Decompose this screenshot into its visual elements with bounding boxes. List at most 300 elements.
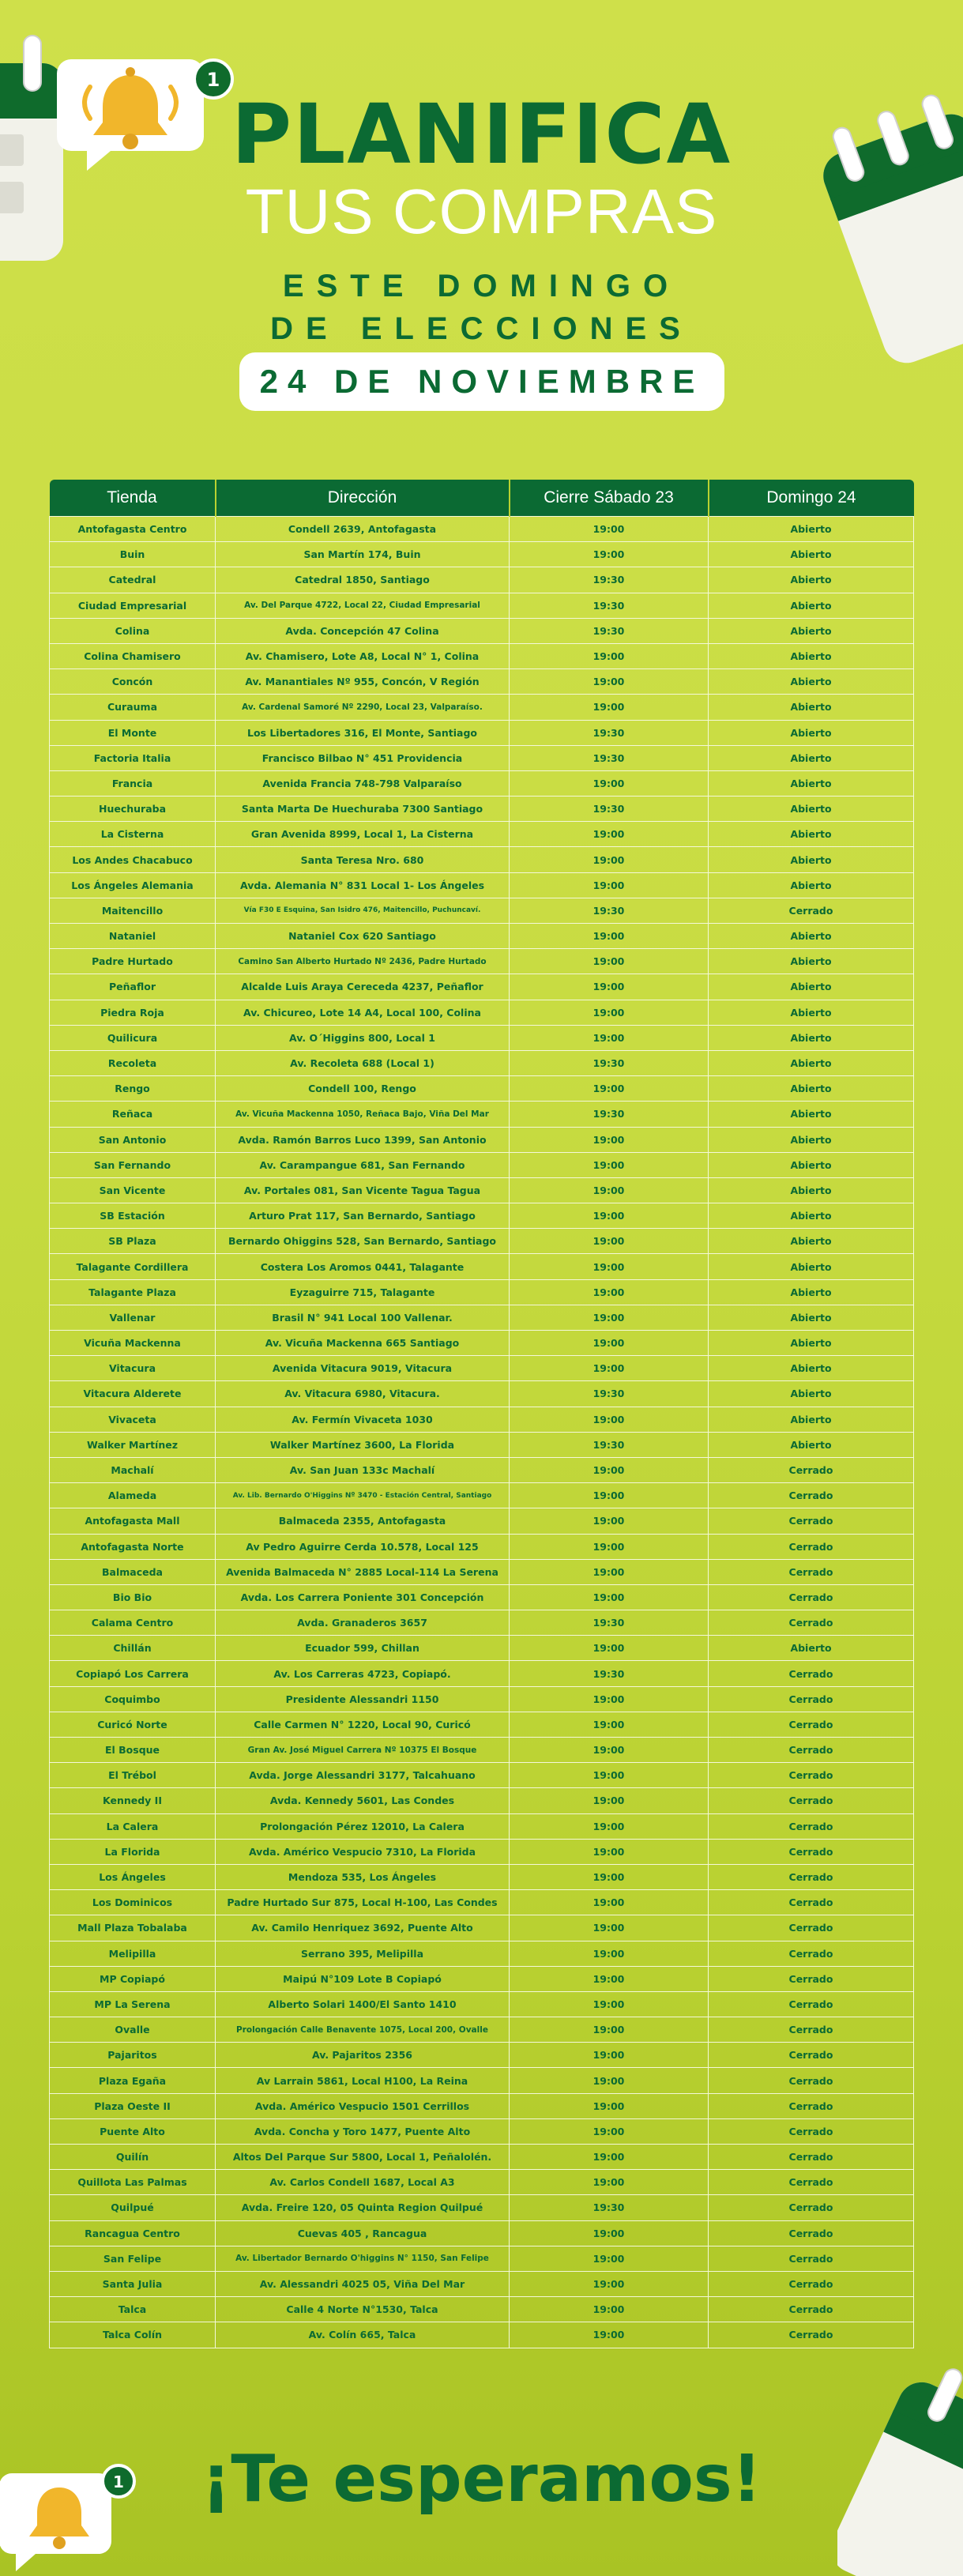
table-row bbox=[50, 1559, 914, 1584]
sunday-status-cell: Cerrado bbox=[709, 1763, 914, 1788]
table-row bbox=[50, 2246, 914, 2271]
address-cell: Maipú N°109 Lote B Copiapó bbox=[216, 1966, 510, 1991]
table-row bbox=[50, 872, 914, 898]
address-cell: Av. Portales 081, San Vicente Tagua Tagua bbox=[216, 1177, 510, 1203]
saturday-close-cell: 19:00 bbox=[510, 1738, 709, 1763]
store-name-cell: Francia bbox=[50, 770, 216, 796]
store-name-cell: Curicó Norte bbox=[50, 1712, 216, 1737]
table-row bbox=[50, 1127, 914, 1152]
address-cell: Avda. Américo Vespucio 7310, La Florida bbox=[216, 1839, 510, 1864]
saturday-close-cell: 19:00 bbox=[510, 1508, 709, 1534]
column-header-domingo: Domingo 24 bbox=[709, 480, 914, 517]
address-cell: Avda. Jorge Alessandri 3177, Talcahuano bbox=[216, 1763, 510, 1788]
store-name-cell: Plaza Oeste II bbox=[50, 2093, 216, 2118]
table-row bbox=[50, 1229, 914, 1254]
sunday-status-cell: Abierto bbox=[709, 745, 914, 770]
sunday-status-cell: Abierto bbox=[709, 1636, 914, 1661]
address-cell: Vía F30 E Esquina, San Isidro 476, Maitencillo, Puchuncaví. bbox=[216, 898, 510, 923]
table-row bbox=[50, 695, 914, 720]
table-row bbox=[50, 2271, 914, 2296]
sunday-status-cell: Abierto bbox=[709, 1407, 914, 1432]
sunday-status-cell: Abierto bbox=[709, 1356, 914, 1381]
sunday-status-cell: Cerrado bbox=[709, 1864, 914, 1889]
sunday-status-cell: Abierto bbox=[709, 1127, 914, 1152]
store-name-cell: Antofagasta Norte bbox=[50, 1534, 216, 1559]
address-cell: Av. Fermín Vivaceta 1030 bbox=[216, 1407, 510, 1432]
address-cell: Bernardo Ohiggins 528, San Bernardo, Santiago bbox=[216, 1229, 510, 1254]
store-name-cell: Los Ángeles Alemania bbox=[50, 872, 216, 898]
store-name-cell: Quilpué bbox=[50, 2195, 216, 2220]
sunday-status-cell: Cerrado bbox=[709, 2068, 914, 2093]
saturday-close-cell: 19:00 bbox=[510, 1000, 709, 1025]
table-row bbox=[50, 1864, 914, 1889]
address-cell: Av. Chicureo, Lote 14 A4, Local 100, Colina bbox=[216, 1000, 510, 1025]
sunday-status-cell: Cerrado bbox=[709, 2145, 914, 2170]
store-name-cell: Vitacura bbox=[50, 1356, 216, 1381]
address-cell: Av. Carampangue 681, San Fernando bbox=[216, 1152, 510, 1177]
store-name-cell: La Cisterna bbox=[50, 822, 216, 847]
table-row bbox=[50, 1483, 914, 1508]
store-name-cell: Factoria Italia bbox=[50, 745, 216, 770]
store-name-cell: SB Plaza bbox=[50, 1229, 216, 1254]
table-row bbox=[50, 1407, 914, 1432]
store-name-cell: Plaza Egaña bbox=[50, 2068, 216, 2093]
saturday-close-cell: 19:30 bbox=[510, 567, 709, 593]
address-cell: Av. Cardenal Samoré Nº 2290, Local 23, Valparaíso. bbox=[216, 695, 510, 720]
saturday-close-cell: 19:00 bbox=[510, 1407, 709, 1432]
sunday-status-cell: Cerrado bbox=[709, 2271, 914, 2296]
sunday-status-cell: Abierto bbox=[709, 797, 914, 822]
address-cell: Catedral 1850, Santiago bbox=[216, 567, 510, 593]
saturday-close-cell: 19:00 bbox=[510, 1966, 709, 1991]
saturday-close-cell: 19:30 bbox=[510, 797, 709, 822]
address-cell: Arturo Prat 117, San Bernardo, Santiago bbox=[216, 1203, 510, 1229]
sunday-status-cell: Cerrado bbox=[709, 2246, 914, 2271]
store-name-cell: Catedral bbox=[50, 567, 216, 593]
sunday-status-cell: Abierto bbox=[709, 847, 914, 872]
address-cell: Brasil N° 941 Local 100 Vallenar. bbox=[216, 1305, 510, 1330]
table-row bbox=[50, 1686, 914, 1712]
sunday-status-cell: Abierto bbox=[709, 770, 914, 796]
store-name-cell: Alameda bbox=[50, 1483, 216, 1508]
saturday-close-cell: 19:00 bbox=[510, 1305, 709, 1330]
sunday-status-cell: Cerrado bbox=[709, 1686, 914, 1712]
address-cell: Av. Colín 665, Talca bbox=[216, 2322, 510, 2348]
sunday-status-cell: Abierto bbox=[709, 669, 914, 695]
table-row bbox=[50, 593, 914, 618]
store-name-cell: Quilicura bbox=[50, 1025, 216, 1050]
table-row bbox=[50, 745, 914, 770]
address-cell: Cuevas 405 , Rancagua bbox=[216, 2220, 510, 2246]
store-name-cell: Antofagasta Centro bbox=[50, 517, 216, 542]
sunday-status-cell: Cerrado bbox=[709, 2017, 914, 2043]
saturday-close-cell: 19:00 bbox=[510, 2220, 709, 2246]
table-row bbox=[50, 1050, 914, 1075]
address-cell: Avenida Balmaceda N° 2885 Local-114 La Serena bbox=[216, 1559, 510, 1584]
store-name-cell: Nataniel bbox=[50, 924, 216, 949]
store-name-cell: El Monte bbox=[50, 720, 216, 745]
address-cell: Av. Del Parque 4722, Local 22, Ciudad Empresarial bbox=[216, 593, 510, 618]
sunday-status-cell: Cerrado bbox=[709, 1915, 914, 1941]
sunday-status-cell: Abierto bbox=[709, 924, 914, 949]
saturday-close-cell: 19:30 bbox=[510, 1610, 709, 1636]
saturday-close-cell: 19:00 bbox=[510, 542, 709, 567]
table-row bbox=[50, 1279, 914, 1305]
table-row bbox=[50, 1000, 914, 1025]
address-cell: Avda. Freire 120, 05 Quinta Region Quilpué bbox=[216, 2195, 510, 2220]
address-cell: Avda. Concepción 47 Colina bbox=[216, 618, 510, 643]
title-line2: TUS COMPRAS bbox=[245, 176, 718, 247]
sunday-status-cell: Cerrado bbox=[709, 2043, 914, 2068]
store-name-cell: Buin bbox=[50, 542, 216, 567]
table-row bbox=[50, 2043, 914, 2068]
saturday-close-cell: 19:00 bbox=[510, 1686, 709, 1712]
table-row bbox=[50, 1966, 914, 1991]
address-cell: Presidente Alessandri 1150 bbox=[216, 1686, 510, 1712]
table-header-row bbox=[50, 480, 914, 517]
sunday-status-cell: Cerrado bbox=[709, 2170, 914, 2195]
address-cell: Av. Manantiales Nº 955, Concón, V Región bbox=[216, 669, 510, 695]
table-row bbox=[50, 1177, 914, 1203]
address-cell: Gran Avenida 8999, Local 1, La Cisterna bbox=[216, 822, 510, 847]
table-row bbox=[50, 1457, 914, 1482]
saturday-close-cell: 19:30 bbox=[510, 1432, 709, 1457]
sunday-status-cell: Abierto bbox=[709, 618, 914, 643]
saturday-close-cell: 19:00 bbox=[510, 2118, 709, 2144]
store-name-cell: Pajaritos bbox=[50, 2043, 216, 2068]
sunday-status-cell: Cerrado bbox=[709, 1584, 914, 1610]
address-cell: Av Pedro Aguirre Cerda 10.578, Local 125 bbox=[216, 1534, 510, 1559]
address-cell: Alcalde Luis Araya Cereceda 4237, Peñaflor bbox=[216, 974, 510, 1000]
saturday-close-cell: 19:00 bbox=[510, 1915, 709, 1941]
saturday-close-cell: 19:30 bbox=[510, 593, 709, 618]
store-name-cell: Machalí bbox=[50, 1457, 216, 1482]
table-row bbox=[50, 1025, 914, 1050]
table-row bbox=[50, 1534, 914, 1559]
address-cell: Gran Av. José Miguel Carrera Nº 10375 El Bosque bbox=[216, 1738, 510, 1763]
table-row bbox=[50, 1432, 914, 1457]
sunday-status-cell: Abierto bbox=[709, 1381, 914, 1407]
saturday-close-cell: 19:00 bbox=[510, 1788, 709, 1813]
store-name-cell: San Fernando bbox=[50, 1152, 216, 1177]
sunday-status-cell: Cerrado bbox=[709, 1559, 914, 1584]
sunday-status-cell: Cerrado bbox=[709, 1788, 914, 1813]
store-name-cell: La Calera bbox=[50, 1813, 216, 1839]
address-cell: Serrano 395, Melipilla bbox=[216, 1941, 510, 1966]
store-name-cell: Peñaflor bbox=[50, 974, 216, 1000]
store-hours-table bbox=[49, 480, 914, 2348]
store-name-cell: Curauma bbox=[50, 695, 216, 720]
address-cell: Av. Carlos Condell 1687, Local A3 bbox=[216, 2170, 510, 2195]
sunday-status-cell: Cerrado bbox=[709, 1941, 914, 1966]
store-name-cell: Balmaceda bbox=[50, 1559, 216, 1584]
store-name-cell: Mall Plaza Tobalaba bbox=[50, 1915, 216, 1941]
sunday-status-cell: Cerrado bbox=[709, 2220, 914, 2246]
sunday-status-cell: Cerrado bbox=[709, 1738, 914, 1763]
table-row bbox=[50, 2195, 914, 2220]
address-cell: Eyzaguirre 715, Talagante bbox=[216, 1279, 510, 1305]
sunday-status-cell: Abierto bbox=[709, 1432, 914, 1457]
saturday-close-cell: 19:00 bbox=[510, 517, 709, 542]
store-name-cell: Talagante Cordillera bbox=[50, 1254, 216, 1279]
sunday-status-cell: Cerrado bbox=[709, 1534, 914, 1559]
saturday-close-cell: 19:00 bbox=[510, 1813, 709, 1839]
sunday-status-cell: Abierto bbox=[709, 1177, 914, 1203]
store-name-cell: Vallenar bbox=[50, 1305, 216, 1330]
saturday-close-cell: 19:30 bbox=[510, 898, 709, 923]
table-row bbox=[50, 847, 914, 872]
saturday-close-cell: 19:00 bbox=[510, 2017, 709, 2043]
store-name-cell: Talca bbox=[50, 2297, 216, 2322]
store-name-cell: El Bosque bbox=[50, 1738, 216, 1763]
saturday-close-cell: 19:00 bbox=[510, 1864, 709, 1889]
address-cell: Avda. Concha y Toro 1477, Puente Alto bbox=[216, 2118, 510, 2144]
sunday-status-cell: Abierto bbox=[709, 695, 914, 720]
address-cell: San Martín 174, Buin bbox=[216, 542, 510, 567]
table-row bbox=[50, 1813, 914, 1839]
saturday-close-cell: 19:00 bbox=[510, 1559, 709, 1584]
sunday-status-cell: Abierto bbox=[709, 872, 914, 898]
table-row bbox=[50, 797, 914, 822]
saturday-close-cell: 19:00 bbox=[510, 872, 709, 898]
saturday-close-cell: 19:00 bbox=[510, 1839, 709, 1864]
store-name-cell: Quilín bbox=[50, 2145, 216, 2170]
address-cell: Nataniel Cox 620 Santiago bbox=[216, 924, 510, 949]
saturday-close-cell: 19:30 bbox=[510, 1661, 709, 1686]
table-row bbox=[50, 1890, 914, 1915]
saturday-close-cell: 19:00 bbox=[510, 2322, 709, 2348]
sunday-status-cell: Abierto bbox=[709, 974, 914, 1000]
store-name-cell: Quillota Las Palmas bbox=[50, 2170, 216, 2195]
table-row bbox=[50, 669, 914, 695]
table-row bbox=[50, 2093, 914, 2118]
store-name-cell: Santa Julia bbox=[50, 2271, 216, 2296]
saturday-close-cell: 19:30 bbox=[510, 2195, 709, 2220]
sunday-status-cell: Abierto bbox=[709, 1254, 914, 1279]
table-row bbox=[50, 2220, 914, 2246]
sunday-status-cell: Cerrado bbox=[709, 2322, 914, 2348]
store-name-cell: Ovalle bbox=[50, 2017, 216, 2043]
saturday-close-cell: 19:00 bbox=[510, 1712, 709, 1737]
store-name-cell: Los Ángeles bbox=[50, 1864, 216, 1889]
saturday-close-cell: 19:00 bbox=[510, 1584, 709, 1610]
store-name-cell: Ciudad Empresarial bbox=[50, 593, 216, 618]
sunday-status-cell: Abierto bbox=[709, 643, 914, 668]
table-row bbox=[50, 2118, 914, 2144]
table-row bbox=[50, 1661, 914, 1686]
saturday-close-cell: 19:00 bbox=[510, 1229, 709, 1254]
address-cell: Avenida Francia 748-798 Valparaíso bbox=[216, 770, 510, 796]
saturday-close-cell: 19:00 bbox=[510, 2271, 709, 2296]
store-name-cell: Bio Bio bbox=[50, 1584, 216, 1610]
table-row bbox=[50, 898, 914, 923]
sunday-status-cell: Abierto bbox=[709, 822, 914, 847]
column-header-tienda: Tienda bbox=[50, 480, 216, 517]
saturday-close-cell: 19:00 bbox=[510, 822, 709, 847]
saturday-close-cell: 19:00 bbox=[510, 1331, 709, 1356]
sunday-status-cell: Cerrado bbox=[709, 1813, 914, 1839]
subtitle-line2: DE ELECCIONES bbox=[270, 311, 693, 346]
address-cell: Av. Vitacura 6980, Vitacura. bbox=[216, 1381, 510, 1407]
saturday-close-cell: 19:00 bbox=[510, 2145, 709, 2170]
store-name-cell: Chillán bbox=[50, 1636, 216, 1661]
address-cell: Altos Del Parque Sur 5800, Local 1, Peñalolén. bbox=[216, 2145, 510, 2170]
store-name-cell: La Florida bbox=[50, 1839, 216, 1864]
column-header-cierre-sabado: Cierre Sábado 23 bbox=[510, 480, 709, 517]
table-row bbox=[50, 1331, 914, 1356]
address-cell: Av. Camilo Henriquez 3692, Puente Alto bbox=[216, 1915, 510, 1941]
table-row bbox=[50, 2068, 914, 2093]
address-cell: Walker Martínez 3600, La Florida bbox=[216, 1432, 510, 1457]
table-row bbox=[50, 1763, 914, 1788]
store-name-cell: Padre Hurtado bbox=[50, 949, 216, 974]
notification-badge-top: 1 bbox=[206, 69, 220, 91]
store-name-cell: Melipilla bbox=[50, 1941, 216, 1966]
saturday-close-cell: 19:00 bbox=[510, 1991, 709, 2017]
sunday-status-cell: Abierto bbox=[709, 517, 914, 542]
table-row bbox=[50, 1254, 914, 1279]
saturday-close-cell: 19:30 bbox=[510, 618, 709, 643]
sunday-status-cell: Abierto bbox=[709, 1050, 914, 1075]
store-name-cell: San Antonio bbox=[50, 1127, 216, 1152]
saturday-close-cell: 19:00 bbox=[510, 1763, 709, 1788]
saturday-close-cell: 19:00 bbox=[510, 1457, 709, 1482]
address-cell: Balmaceda 2355, Antofagasta bbox=[216, 1508, 510, 1534]
store-name-cell: San Vicente bbox=[50, 1177, 216, 1203]
saturday-close-cell: 19:00 bbox=[510, 924, 709, 949]
sunday-status-cell: Cerrado bbox=[709, 1712, 914, 1737]
store-name-cell: El Trébol bbox=[50, 1763, 216, 1788]
address-cell: Camino San Alberto Hurtado Nº 2436, Padre Hurtado bbox=[216, 949, 510, 974]
saturday-close-cell: 19:00 bbox=[510, 2093, 709, 2118]
store-name-cell: Recoleta bbox=[50, 1050, 216, 1075]
address-cell: Avda. Alemania N° 831 Local 1- Los Ángeles bbox=[216, 872, 510, 898]
saturday-close-cell: 19:30 bbox=[510, 745, 709, 770]
closing-message: ¡Te esperamos! bbox=[201, 2442, 762, 2517]
sunday-status-cell: Cerrado bbox=[709, 1457, 914, 1482]
sunday-status-cell: Cerrado bbox=[709, 2297, 914, 2322]
address-cell: Santa Teresa Nro. 680 bbox=[216, 847, 510, 872]
store-name-cell: Kennedy II bbox=[50, 1788, 216, 1813]
table-row bbox=[50, 2322, 914, 2348]
table-row bbox=[50, 1941, 914, 1966]
address-cell: Av. Libertador Bernardo O'higgins N° 1150, San Felipe bbox=[216, 2246, 510, 2271]
saturday-close-cell: 19:00 bbox=[510, 2170, 709, 2195]
saturday-close-cell: 19:30 bbox=[510, 720, 709, 745]
sunday-status-cell: Cerrado bbox=[709, 2195, 914, 2220]
store-name-cell: Colina bbox=[50, 618, 216, 643]
store-name-cell: Los Andes Chacabuco bbox=[50, 847, 216, 872]
column-header-direccion: Dirección bbox=[216, 480, 510, 517]
address-cell: Avenida Vitacura 9019, Vitacura bbox=[216, 1356, 510, 1381]
saturday-close-cell: 19:00 bbox=[510, 1636, 709, 1661]
saturday-close-cell: 19:00 bbox=[510, 1203, 709, 1229]
table-row bbox=[50, 1076, 914, 1102]
table-row bbox=[50, 974, 914, 1000]
saturday-close-cell: 19:00 bbox=[510, 2068, 709, 2093]
address-cell: Av. Vicuña Mackenna 665 Santiago bbox=[216, 1331, 510, 1356]
address-cell: Av Larrain 5861, Local H100, La Reina bbox=[216, 2068, 510, 2093]
saturday-close-cell: 19:00 bbox=[510, 1127, 709, 1152]
saturday-close-cell: 19:00 bbox=[510, 669, 709, 695]
table-row bbox=[50, 1305, 914, 1330]
sunday-status-cell: Abierto bbox=[709, 542, 914, 567]
table-row bbox=[50, 2297, 914, 2322]
address-cell: Ecuador 599, Chillan bbox=[216, 1636, 510, 1661]
saturday-close-cell: 19:00 bbox=[510, 770, 709, 796]
sunday-status-cell: Abierto bbox=[709, 1076, 914, 1102]
store-name-cell: Copiapó Los Carrera bbox=[50, 1661, 216, 1686]
saturday-close-cell: 19:30 bbox=[510, 1102, 709, 1127]
saturday-close-cell: 19:00 bbox=[510, 2297, 709, 2322]
sunday-status-cell: Cerrado bbox=[709, 2093, 914, 2118]
table-row bbox=[50, 517, 914, 542]
address-cell: Costera Los Aromos 0441, Talagante bbox=[216, 1254, 510, 1279]
table-row bbox=[50, 2170, 914, 2195]
store-name-cell: Rengo bbox=[50, 1076, 216, 1102]
sunday-status-cell: Cerrado bbox=[709, 1991, 914, 2017]
address-cell: Santa Marta De Huechuraba 7300 Santiago bbox=[216, 797, 510, 822]
sunday-status-cell: Abierto bbox=[709, 567, 914, 593]
table-row bbox=[50, 2017, 914, 2043]
saturday-close-cell: 19:00 bbox=[510, 1152, 709, 1177]
address-cell: Mendoza 535, Los Ángeles bbox=[216, 1864, 510, 1889]
store-name-cell: MP La Serena bbox=[50, 1991, 216, 2017]
saturday-close-cell: 19:30 bbox=[510, 1050, 709, 1075]
sunday-status-cell: Abierto bbox=[709, 1152, 914, 1177]
saturday-close-cell: 19:00 bbox=[510, 695, 709, 720]
address-cell: Avda. Kennedy 5601, Las Condes bbox=[216, 1788, 510, 1813]
sunday-status-cell: Cerrado bbox=[709, 1483, 914, 1508]
address-cell: Av. Vicuña Mackenna 1050, Reñaca Bajo, Viña Del Mar bbox=[216, 1102, 510, 1127]
store-name-cell: Coquimbo bbox=[50, 1686, 216, 1712]
address-cell: Av. O´Higgins 800, Local 1 bbox=[216, 1025, 510, 1050]
store-name-cell: Colina Chamisero bbox=[50, 643, 216, 668]
sunday-status-cell: Abierto bbox=[709, 1279, 914, 1305]
saturday-close-cell: 19:00 bbox=[510, 1534, 709, 1559]
table-row bbox=[50, 1610, 914, 1636]
store-name-cell: Vivaceta bbox=[50, 1407, 216, 1432]
sunday-status-cell: Abierto bbox=[709, 1203, 914, 1229]
address-cell: Av. Recoleta 688 (Local 1) bbox=[216, 1050, 510, 1075]
address-cell: Calle Carmen N° 1220, Local 90, Curicó bbox=[216, 1712, 510, 1737]
store-name-cell: Huechuraba bbox=[50, 797, 216, 822]
saturday-close-cell: 19:00 bbox=[510, 1890, 709, 1915]
store-name-cell: Puente Alto bbox=[50, 2118, 216, 2144]
address-cell: Av. Chamisero, Lote A8, Local N° 1, Colina bbox=[216, 643, 510, 668]
table-row bbox=[50, 1915, 914, 1941]
notification-badge-bottom: 1 bbox=[113, 2472, 124, 2491]
sunday-status-cell: Abierto bbox=[709, 949, 914, 974]
table-row bbox=[50, 949, 914, 974]
sunday-status-cell: Abierto bbox=[709, 1229, 914, 1254]
address-cell: Prolongación Calle Benavente 1075, Local 200, Ovalle bbox=[216, 2017, 510, 2043]
address-cell: Prolongación Pérez 12010, La Calera bbox=[216, 1813, 510, 1839]
store-name-cell: Vicuña Mackenna bbox=[50, 1331, 216, 1356]
table-row bbox=[50, 542, 914, 567]
sunday-status-cell: Cerrado bbox=[709, 1839, 914, 1864]
table-row bbox=[50, 1839, 914, 1864]
sunday-status-cell: Cerrado bbox=[709, 1610, 914, 1636]
store-name-cell: SB Estación bbox=[50, 1203, 216, 1229]
table-row bbox=[50, 1203, 914, 1229]
table-row bbox=[50, 1788, 914, 1813]
table-row bbox=[50, 1636, 914, 1661]
sunday-status-cell: Cerrado bbox=[709, 2118, 914, 2144]
saturday-close-cell: 19:00 bbox=[510, 847, 709, 872]
store-name-cell: Concón bbox=[50, 669, 216, 695]
address-cell: Francisco Bilbao N° 451 Providencia bbox=[216, 745, 510, 770]
